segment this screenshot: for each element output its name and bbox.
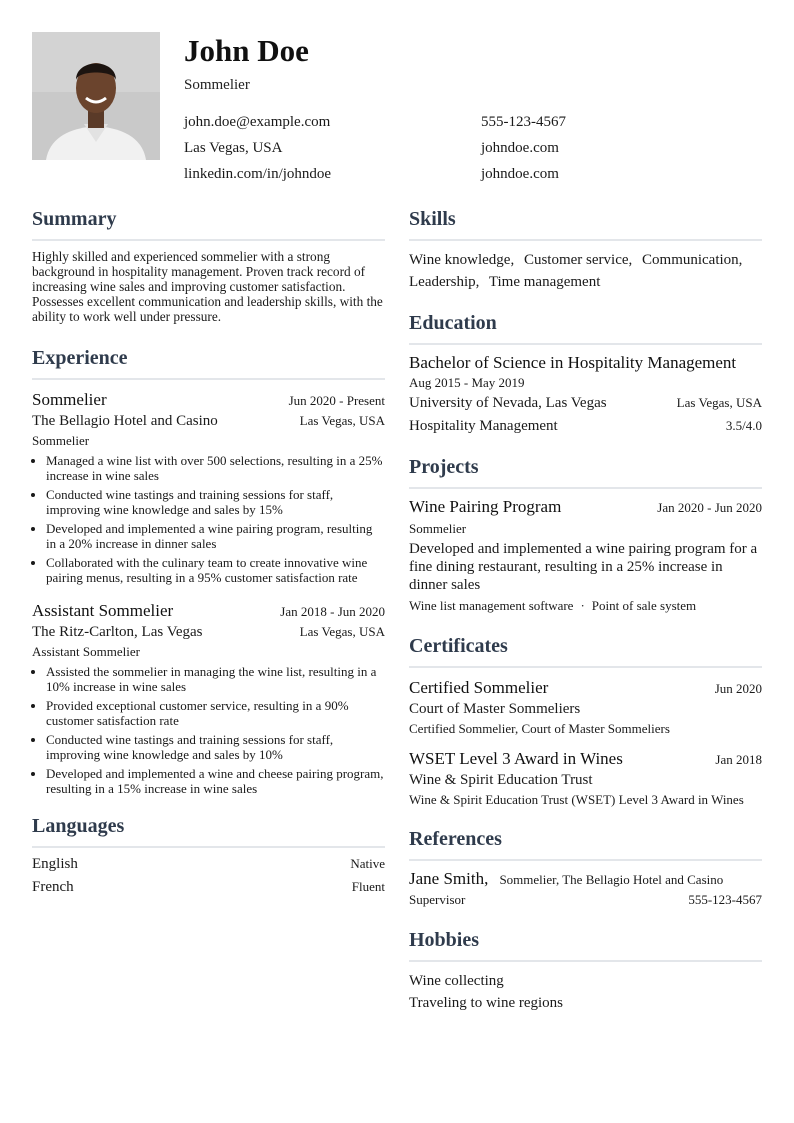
contact-grid (184, 114, 684, 192)
skill-item: Customer service, (523, 252, 633, 268)
languages-section (32, 814, 385, 896)
certificate-entry (409, 678, 762, 737)
person-avatar-icon (32, 32, 160, 160)
job-position: Sommelier (32, 390, 107, 409)
education-date: Aug 2015 - May 2019 (409, 375, 525, 390)
projects-section (409, 455, 762, 614)
education-heading: Education (409, 311, 762, 345)
summary-section (32, 207, 385, 324)
reference-entry (409, 869, 762, 889)
summary-heading: Summary (32, 207, 385, 241)
language-name: French (32, 879, 74, 895)
experience-entry (32, 390, 385, 585)
job-date: Jun 2020 - Present (288, 393, 385, 408)
school-location: Las Vegas, USA (676, 395, 762, 410)
job-role: Assistant Sommelier (32, 644, 140, 659)
education-section (409, 311, 762, 435)
bullet-item: • Collaborated with the culinary team to create innovative wine pairing menus, resulting in a 95% customer satisfaction rate (46, 555, 385, 585)
right-column (409, 207, 762, 1028)
left-column (32, 207, 385, 910)
bullet-item: • Provided exceptional customer service, resulting in a 90% customer satisfaction rate (46, 698, 385, 728)
skill-item: Wine knowledge, (409, 252, 515, 268)
field-of-study: Hospitality Management (409, 418, 558, 434)
certificate-name: WSET Level 3 Award in Wines (409, 749, 623, 768)
degree-title: Bachelor of Science in Hospitality Management (409, 353, 737, 372)
hobby-item: Wine collecting (409, 973, 504, 989)
references-section (409, 827, 762, 908)
hobbies-heading: Hobbies (409, 928, 762, 962)
job-company: The Ritz-Carlton, Las Vegas (32, 624, 203, 640)
project-description: Developed and implemented a wine pairing program for a fine dining restaurant, resulting in a 25% increase in dinner sales (409, 541, 758, 593)
job-position: Assistant Sommelier (32, 601, 174, 620)
job-location: Las Vegas, USA (299, 413, 385, 428)
summary-text: Highly skilled and experienced sommelier with a strong background in hospitality management. Proven track record of increasing wine sales and improving customer satisfaction. Possesses excellent communication and leadership skills, with the ability to work well under pressure. (32, 249, 383, 324)
candidate-name: John Doe (184, 33, 309, 68)
certificate-issuer: Court of Master Sommeliers (409, 701, 581, 717)
bullet-item: • Developed and implemented a wine and cheese pairing program, resulting in a 15% increase in wine sales (46, 766, 385, 796)
language-row (32, 856, 385, 873)
reference-row (409, 892, 762, 908)
certificates-heading: Certificates (409, 634, 762, 668)
project-role: Sommelier (409, 521, 467, 536)
certificate-date: Jun 2020 (714, 681, 762, 696)
job-role: Sommelier (32, 433, 90, 448)
languages-heading: Languages (32, 814, 385, 848)
resume-header (32, 32, 762, 202)
bullet-item: • Developed and implemented a wine pairing program, resulting in a 20% increase in dinner sales (46, 521, 385, 551)
certificate-detail: Wine & Spirit Education Trust (WSET) Level 3 Award in Wines (409, 792, 744, 807)
job-location: Las Vegas, USA (299, 624, 385, 639)
certificate-issuer: Wine & Spirit Education Trust (409, 772, 593, 788)
job-company: The Bellagio Hotel and Casino (32, 413, 218, 429)
reference-relation: Supervisor (409, 892, 466, 907)
job-bullets (32, 664, 385, 796)
school-row (409, 395, 762, 412)
bullet-item: • Conducted wine tastings and training sessions for staff, improving wine knowledge and sales by 15% (46, 487, 385, 517)
project-tool: Point of sale system (591, 598, 697, 613)
project-tool: Wine list management software (409, 598, 574, 613)
language-level: Fluent (351, 879, 385, 894)
location-text: Las Vegas, USA (184, 140, 283, 156)
project-name: Wine Pairing Program (409, 497, 562, 516)
profile-photo (32, 32, 160, 160)
skills-list (409, 249, 762, 293)
certificate-detail: Certified Sommelier, Court of Master Sommeliers (409, 721, 670, 736)
bullet-item: • Conducted wine tastings and training sessions for staff, improving wine knowledge and sales by 10% (46, 732, 385, 762)
bullet-item: • Managed a wine list with over 500 selections, resulting in a 25% increase in wine sales (46, 453, 385, 483)
hobby-item: Traveling to wine regions (409, 995, 564, 1011)
reference-name: Jane Smith, (409, 869, 489, 888)
phone-number[interactable]: 555-123-4567 (481, 114, 566, 130)
language-level: Native (350, 856, 385, 871)
bullet-item: • Assisted the sommelier in managing the wine list, resulting in a 10% increase in wine sales (46, 664, 385, 694)
certificate-date: Jan 2018 (715, 752, 762, 767)
reference-phone[interactable]: 555-123-4567 (688, 892, 762, 907)
language-row (32, 879, 385, 896)
skills-heading: Skills (409, 207, 762, 241)
candidate-title: Sommelier (184, 77, 250, 93)
certificates-section (409, 634, 762, 807)
linkedin-link[interactable]: linkedin.com/in/johndoe (184, 166, 332, 182)
field-row (409, 418, 762, 435)
project-tools: Wine list management software · Point of sale system (409, 598, 697, 613)
certificate-entry (409, 749, 762, 807)
skills-section (409, 207, 762, 293)
school-name: University of Nevada, Las Vegas (409, 395, 607, 411)
hobbies-section (409, 928, 762, 1014)
skill-item: Time management (488, 274, 601, 290)
experience-section (32, 346, 385, 796)
email-link[interactable]: john.doe@example.com (184, 114, 331, 130)
project-date: Jan 2020 - Jun 2020 (657, 500, 762, 515)
references-heading: References (409, 827, 762, 861)
job-bullets (32, 453, 385, 585)
header-info (184, 32, 762, 202)
projects-heading: Projects (409, 455, 762, 489)
job-date: Jan 2018 - Jun 2020 (280, 604, 385, 619)
resume-page (32, 32, 762, 1011)
website-link-secondary[interactable]: johndoe.com (481, 166, 559, 182)
skill-item: Leadership, (409, 274, 480, 290)
language-name: English (32, 856, 78, 872)
website-link[interactable]: johndoe.com (481, 140, 559, 156)
gpa-value: 3.5/4.0 (725, 418, 762, 433)
skill-item: Communication, (642, 252, 743, 268)
certificate-name: Certified Sommelier (409, 678, 549, 697)
experience-heading: Experience (32, 346, 385, 380)
reference-position: Sommelier, The Bellagio Hotel and Casino (499, 872, 724, 887)
experience-entry (32, 601, 385, 796)
